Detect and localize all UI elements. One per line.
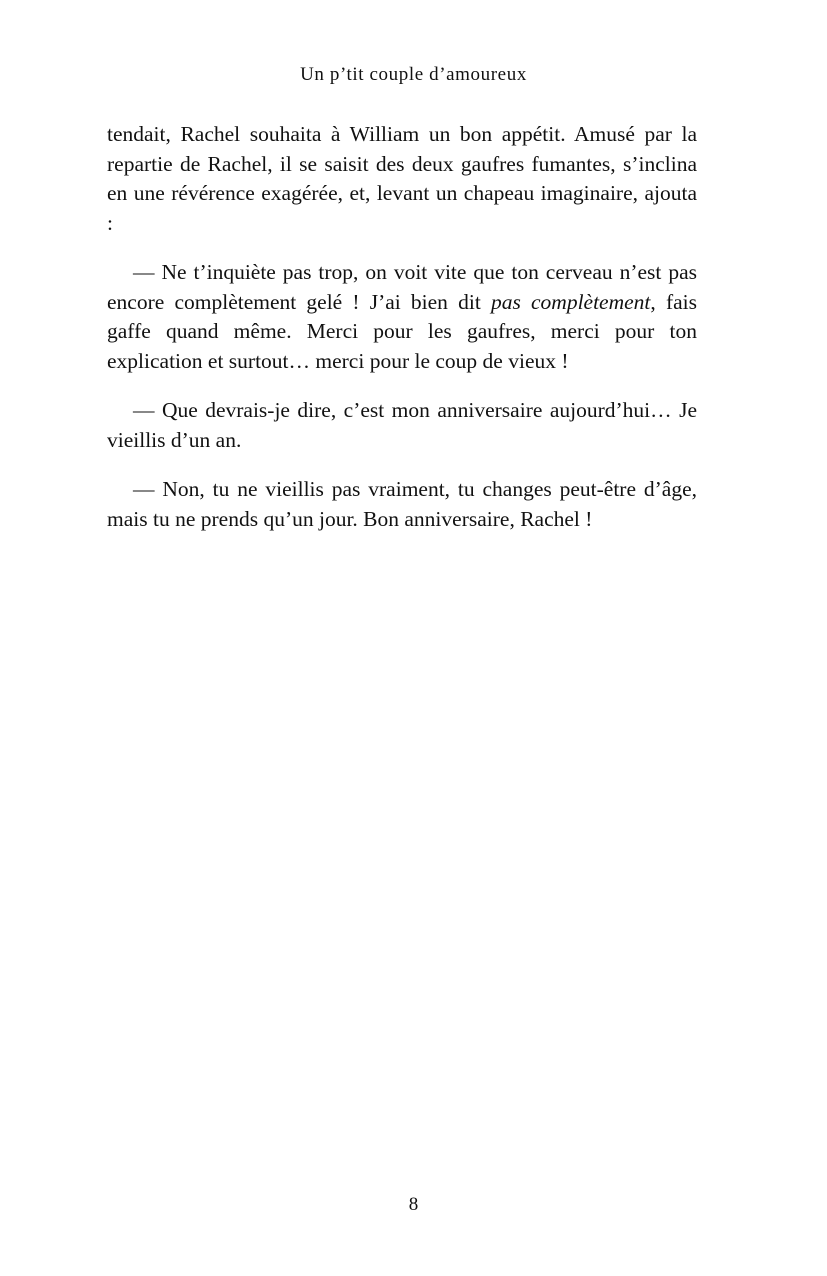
narration-paragraph: tendait, Rachel souhaita à William un bon appétit. Amusé par la repartie de Rachel, il se saisit des deux gaufres fumantes, s’inclina en une révérence exagérée, et, levant un chapeau imaginaire, ajouta : [107,122,697,235]
dialogue-text: — Ne t’inquiète pas trop, on voit vite que ton cerveau n’est pas encore complètement gelé ! J’ai bien dit [107,260,697,314]
emphasis-text: pas complètement [490,289,651,314]
running-head: Un p’tit couple d’amoureux [300,64,527,85]
dialogue-paragraph-william-reply: — Non, tu ne vieillis pas vraiment, tu changes peut-être d’âge, mais tu ne prends qu’un jour. Bon anniversaire, Rachel ! [107,477,697,531]
dialogue-text: , fais gaffe quand même. Merci pour les gaufres, merci pour ton explication et surtout… merci pour le coup de vieux ! [107,289,697,373]
dialogue-paragraph-rachel: — Que devrais-je dire, c’est mon anniversaire aujourd’hui… Je vieillis d’un an. [107,398,697,452]
dialogue-paragraph-william [107,258,697,376]
body-text [107,120,697,554]
page-number: 8 [408,1194,419,1215]
